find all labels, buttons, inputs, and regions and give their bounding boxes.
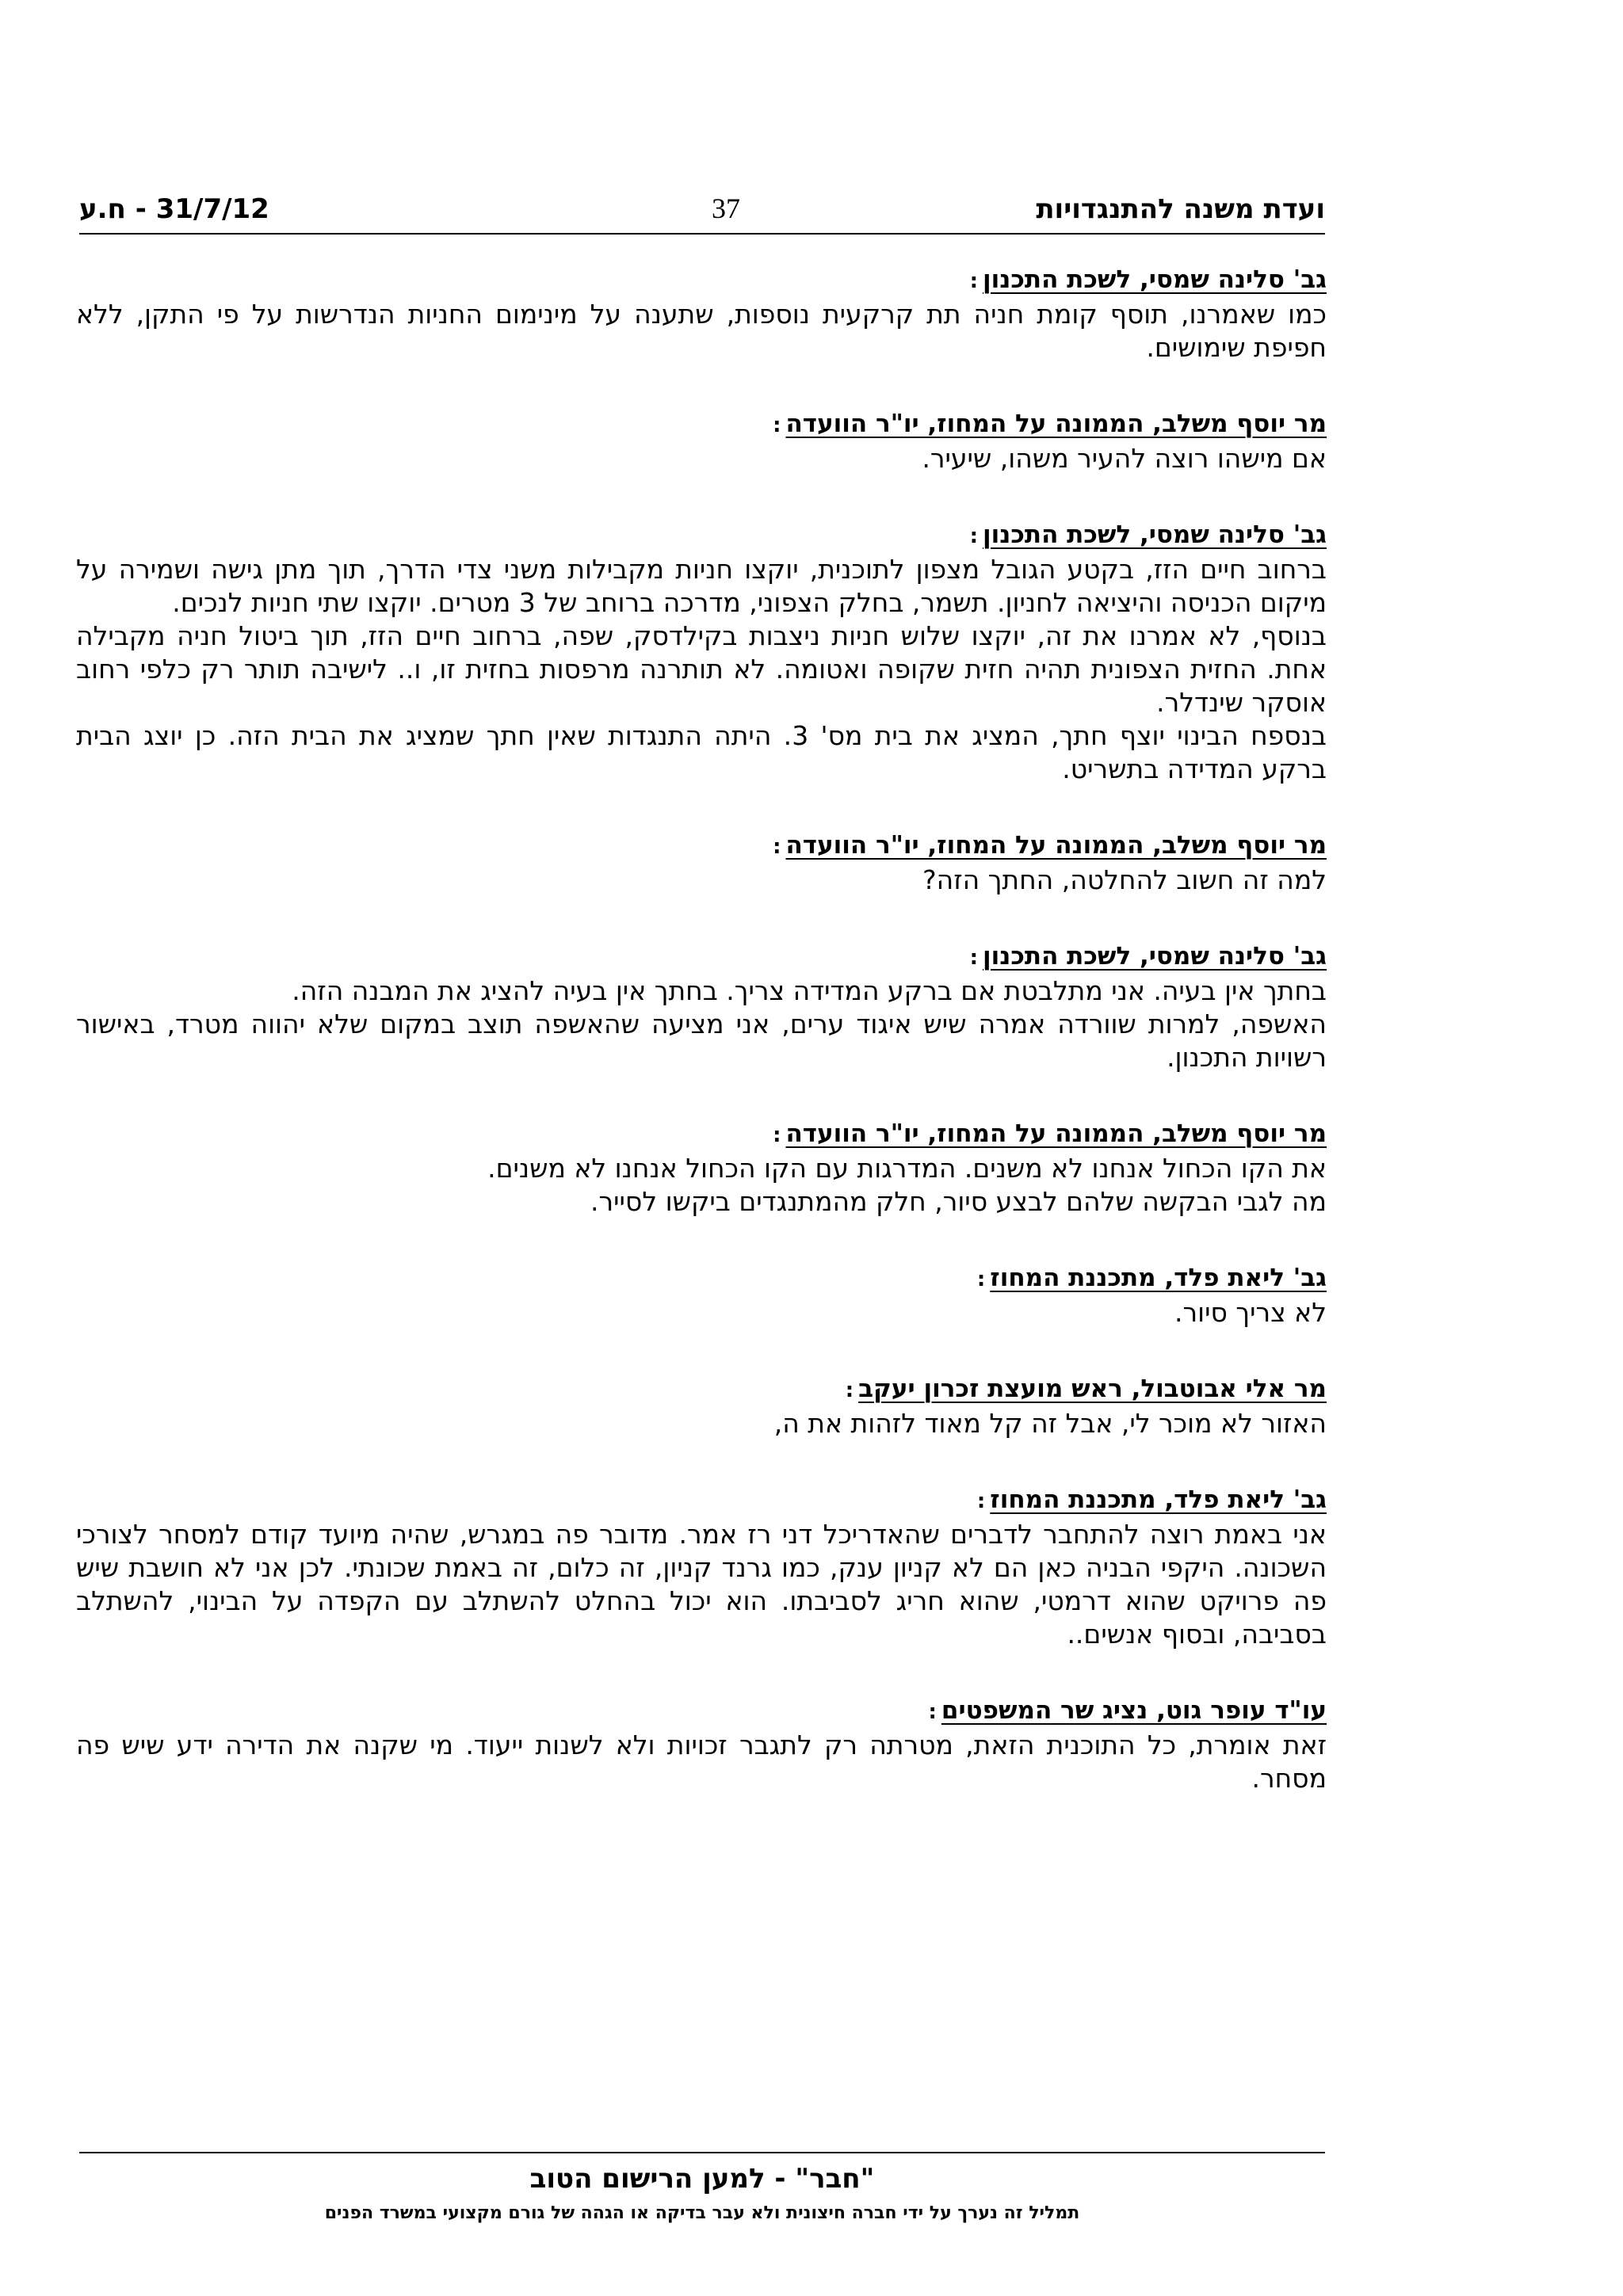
speaker-name: מר יוסף משלב, הממונה על המחוז, יו"ר הוועדה (785, 410, 1327, 438)
transcript-body (76, 261, 1327, 1836)
speech-block (76, 1260, 1327, 1329)
speaker-label: מר אלי אבוטבול, ראש מועצת זכרון יעקב: (845, 1375, 1327, 1403)
speech-paragraph: בנוסף, לא אמרנו את זה, יוקצו שלוש חניות ניצבות בקילדסק, שפה, ברחוב חיים הזז, תוך ביטול חניה מקבילה אחת. החזית הצפונית תהיה חזית שקופה ואטומה. לא תותרנה מרפסות בחזית זו, ו.. לישיבה תותר רק כלפי רחוב אוסקר שינדלר. (76, 620, 1327, 718)
speaker-name: גב' ליאת פלד, מתכננת המחוז (990, 1264, 1327, 1292)
speaker-label: מר יוסף משלב, הממונה על המחוז, יו"ר הוועדה: (773, 410, 1327, 438)
footer-disclaimer: תמליל זה נערך על ידי חברה חיצונית ולא עבר בדיקה או הגהה של גורם מקצועי במשרד הפנים (324, 2203, 1080, 2223)
speaker-name: מר אלי אבוטבול, ראש מועצת זכרון יעקב (858, 1375, 1327, 1403)
speaker-name: מר יוסף משלב, הממונה על המחוז, יו"ר הוועדה (785, 1119, 1327, 1148)
page-number: 37 (712, 193, 740, 224)
speech-paragraph: בחתך אין בעיה. אני מתלבטת אם ברקע המדידה צריך. בחתך אין בעיה להציג את המבנה הזה. (292, 975, 1327, 1006)
speech-block (76, 1371, 1327, 1440)
speech-block (76, 1482, 1327, 1651)
speaker-label: מר יוסף משלב, הממונה על המחוז, יו"ר הוועדה: (773, 831, 1327, 860)
footer-divider (79, 2152, 1325, 2153)
speaker-name: גב' ליאת פלד, מתכננת המחוז (990, 1486, 1327, 1514)
speech-paragraph: אני באמת רוצה להתחבר לדברים שהאדריכל דני רז אמר. מדובר פה במגרש, שהיה מיועד קודם למסחר לצורכי השכונה. היקפי הבניה כאן הם לא קניון ענק, כמו גרנד קניון, זה כלום, זה באמת שכונתי. לכן אני לא חושבת שיש פה פרויקט שהוא דרמטי, שהוא חריג לסביבתו. הוא יכול בהחלט להשתלב עם הקפדה על הבינוי, להשתלב בסביבה, ובסוף אנשים.. (76, 1519, 1327, 1650)
speaker-label: גב' סלינה שמסי, לשכת התכנון: (969, 942, 1327, 971)
speech-paragraph: בנספח הבינוי יוצף חתך, המציג את בית מס' 3. היתה התנגדות שאין חתך שמציג את הבית הזה. כן יוצג הבית ברקע המדידה בתשריט. (76, 720, 1327, 784)
speaker-name: גב' סלינה שמסי, לשכת התכנון (983, 265, 1327, 294)
speaker-name: גב' סלינה שמסי, לשכת התכנון (983, 521, 1327, 549)
speech-paragraph: לא צריך סיור. (1174, 1297, 1327, 1328)
header-divider (79, 233, 1325, 235)
speech-paragraph: אם מישהו רוצה להעיר משהו, שיעיר. (922, 443, 1327, 474)
page-header (79, 189, 1325, 233)
speech-paragraph: למה זה חשוב להחלטה, החתך הזה? (922, 864, 1327, 895)
speaker-label: גב' סלינה שמסי, לשכת התכנון: (969, 521, 1327, 549)
speech-block (76, 1116, 1327, 1219)
speech-block (76, 938, 1327, 1074)
speech-paragraph: ברחוב חיים הזז, בקטע הגובל מצפון לתוכנית, יוקצו חניות מקבילות משני צדי הדרך, תוך מתן גישה ושמירה על מיקום הכניסה והיציאה לחניון. תשמר, בחלק הצפוני, מדרכה ברוחב של 3 מטרים. יוקצו שתי חניות לנכים. (76, 554, 1327, 618)
speech-paragraph: כמו שאמרנו, תוסף קומת חניה תת קרקעית נוספות, שתענה על מינימום החניות הנדרשות על פי התקן, ללא חפיפת שימושים. (76, 299, 1327, 363)
speech-block (76, 1692, 1327, 1795)
speech-block (76, 406, 1327, 475)
speaker-label: גב' ליאת פלד, מתכננת המחוז: (976, 1486, 1327, 1514)
speech-paragraph: זאת אומרת, כל התוכנית הזאת, מטרתה רק לתגבר זכויות ולא לשנות ייעוד. מי שקנה את הדירה ידע שיש פה מסחר. (76, 1730, 1327, 1794)
speaker-label: מר יוסף משלב, הממונה על המחוז, יו"ר הוועדה: (773, 1119, 1327, 1148)
speech-block (76, 517, 1327, 786)
speaker-name: גב' סלינה שמסי, לשכת התכנון (983, 942, 1327, 971)
date-code: 31/7/12 - ח.ע (79, 193, 269, 225)
speech-paragraph: האזור לא מוכר לי, אבל זה קל מאוד לזהות את ה, (773, 1408, 1327, 1439)
speaker-label: גב' ליאת פלד, מתכננת המחוז: (976, 1264, 1327, 1292)
speech-paragraph: את הקו הכחול אנחנו לא משנים. המדרגות עם הקו הכחול אנחנו לא משנים. (487, 1153, 1327, 1184)
committee-name: ועדת משנה להתנגדויות (1036, 193, 1325, 225)
speaker-label: גב' סלינה שמסי, לשכת התכנון: (969, 265, 1327, 294)
speaker-name: מר יוסף משלב, הממונה על המחוז, יו"ר הוועדה (785, 831, 1327, 860)
speech-block (76, 261, 1327, 364)
speech-paragraph: האשפה, למרות שוורדה אמרה שיש איגוד ערים, אני מציעה שהאשפה תוצב במקום שלא יהווה מטרד, באישור רשויות התכנון. (76, 1009, 1327, 1073)
speaker-name: עו"ד עופר גוט, נציג שר המשפטים (941, 1696, 1327, 1725)
speech-paragraph: מה לגבי הבקשה שלהם לבצע סיור, חלק מהמתנגדים ביקשו לסייר. (590, 1186, 1327, 1217)
footer-title: "חבר" - למען הרישום הטוב (529, 2163, 875, 2195)
speech-block (76, 827, 1327, 897)
speaker-label: עו"ד עופר גוט, נציג שר המשפטים: (928, 1696, 1327, 1725)
